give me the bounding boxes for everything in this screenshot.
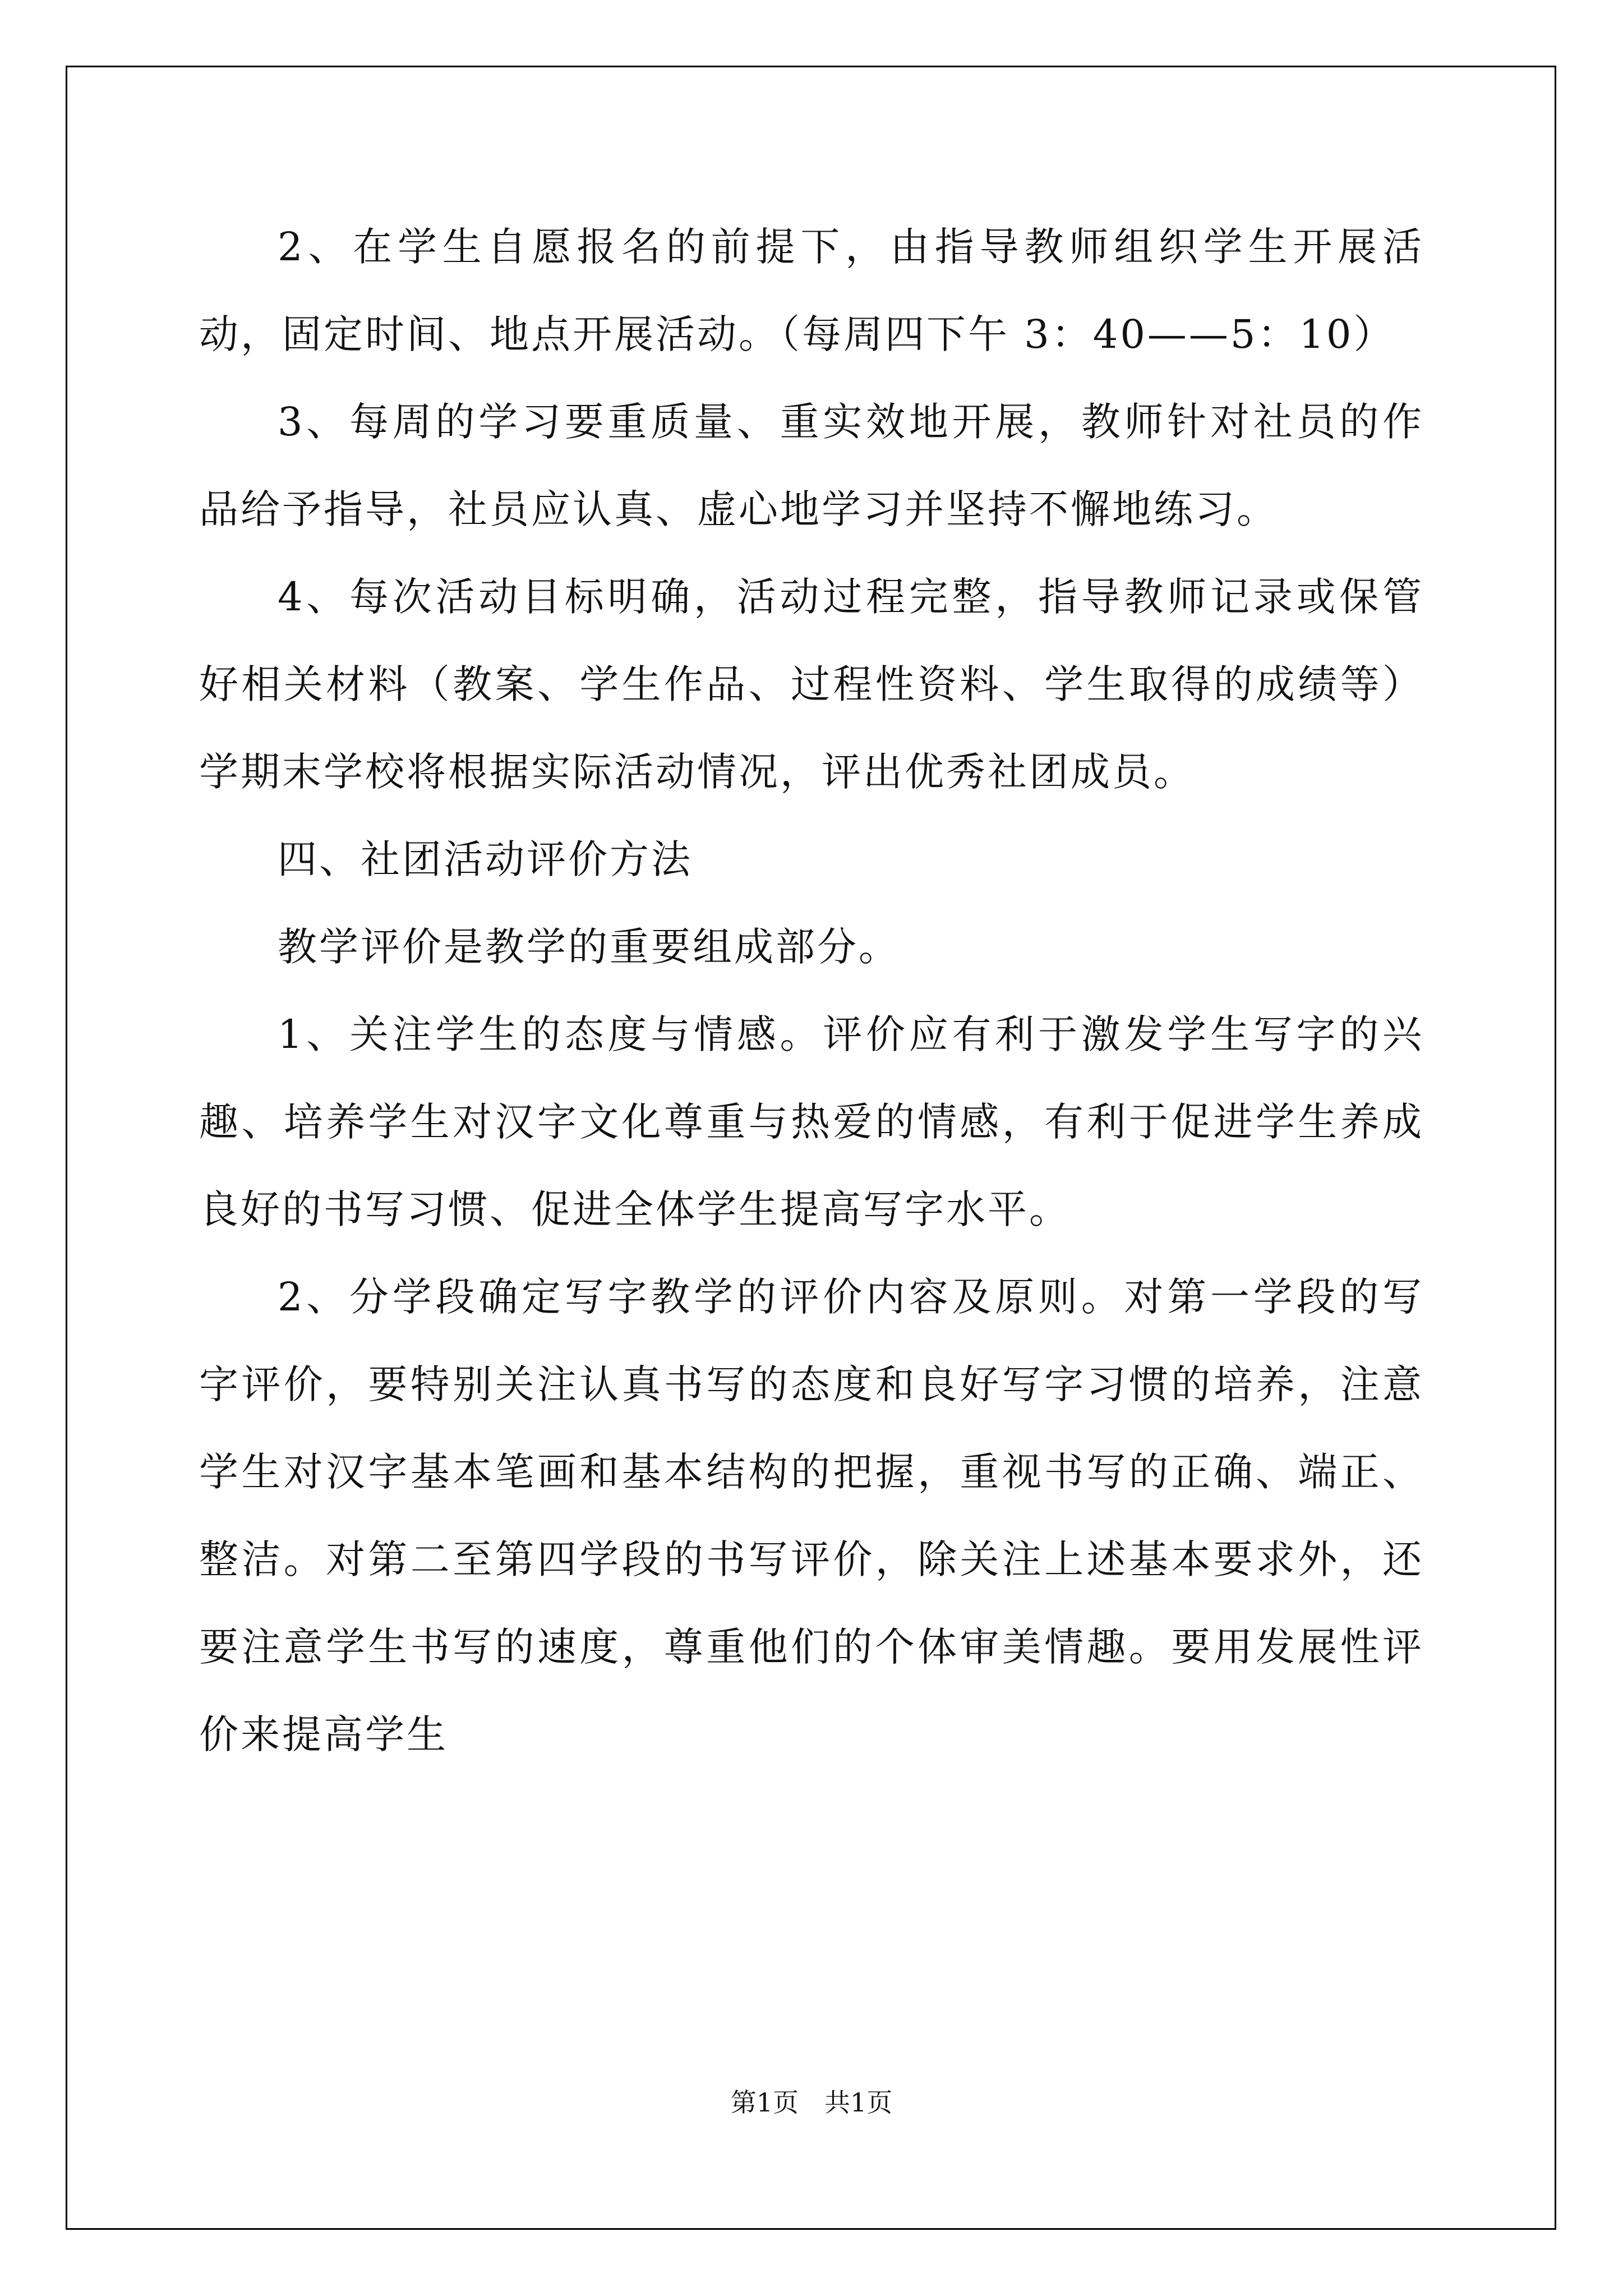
paragraph: 2、分学段确定写字教学的评价内容及原则。对第一学段的写字评价，要特别关注认真书写的态度和良好写字习惯的培养，注意学生对汉字基本笔画和基本结构的把握，重视书写的正确、端正、整洁。对第二至第四学段的书写评价，除关注上述基本要求外，还要注意学生书写的速度，尊重他们的个体审美情趣。要用发展性评价来提高学生 <box>199 1274 1424 1757</box>
page-number-footer: 第1页 共1页 <box>730 2087 893 2118</box>
paragraph: 1、关注学生的态度与情感。评价应有利于激发学生写字的兴趣、培养学生对汉字文化尊重与热爱的情感，有利于促进学生养成良好的书写习惯、促进全体学生提高写字水平。 <box>199 1011 1424 1232</box>
section-heading: 四、社团活动评价方法 <box>278 836 693 882</box>
document-body <box>199 203 1424 1778</box>
paragraph: 4、每次活动目标明确，活动过程完整，指导教师记录或保管好相关材料（教案、学生作品、过程性资料、学生取得的成绩等）学期末学校将根据实际活动情况，评出优秀社团成员。 <box>199 574 1424 795</box>
paragraph: 2、在学生自愿报名的前提下，由指导教师组织学生开展活动，固定时间、地点开展活动。（每周四下午 3：40——5：10） <box>199 224 1424 357</box>
paragraph: 教学评价是教学的重要组成部分。 <box>278 924 900 970</box>
paragraph: 3、每周的学习要重质量、重实效地开展，教师针对社员的作品给予指导，社员应认真、虚心地学习并坚持不懈地练习。 <box>199 399 1424 532</box>
